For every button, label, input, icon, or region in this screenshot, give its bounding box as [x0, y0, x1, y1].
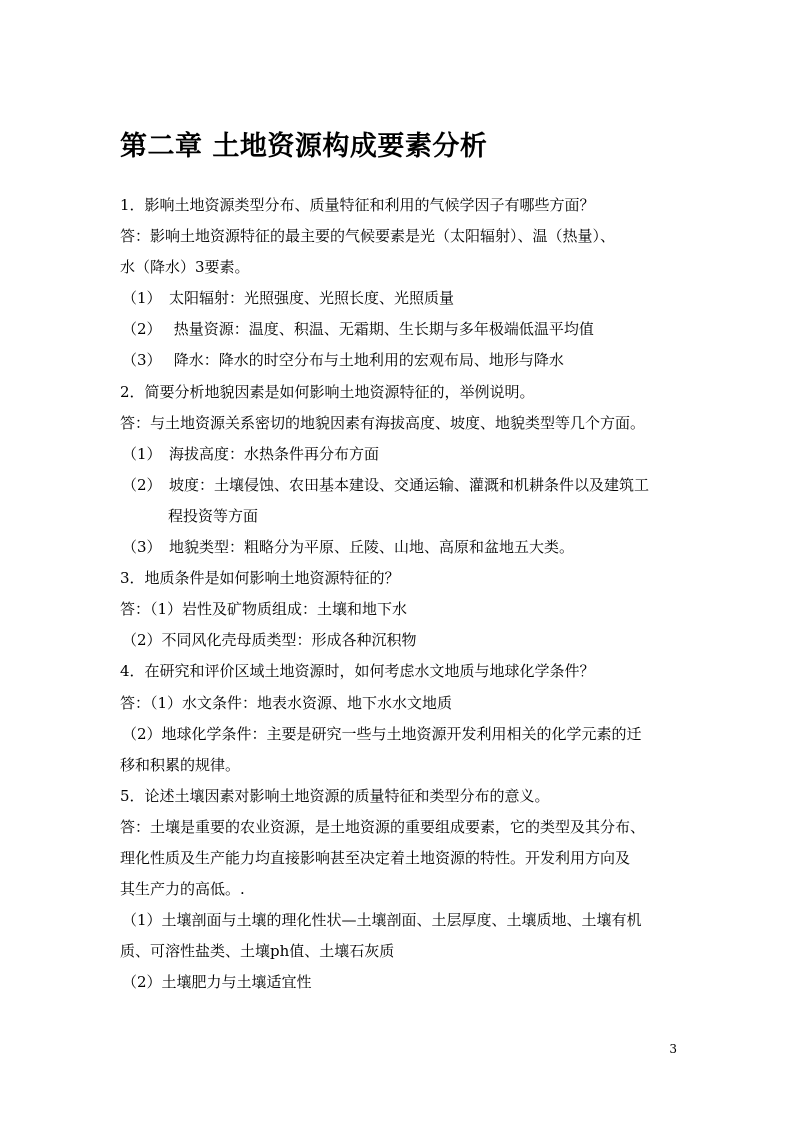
answer-2-item-2: （2） 坡度：土壤侵蚀、农田基本建设、交通运输、灌溉和机耕条件以及建筑工 — [122, 475, 650, 494]
question-5: 5．论述土壤因素对影响土地资源的质量特征和类型分布的意义。 — [120, 786, 550, 805]
question-3: 3．地质条件是如何影响土地资源特征的？ — [120, 569, 400, 588]
document-body — [120, 190, 680, 998]
answer-1-item-1: （1） 太阳辐射：光照强度、光照长度、光照质量 — [122, 289, 455, 308]
answer-5-line-1: 答：土壤是重要的农业资源，是土地资源的重要组成要素，它的类型及其分布、 — [120, 817, 646, 836]
answer-5-item-1: （1）土壤剖面与土壤的理化性状—土壤剖面、土层厚度、土壤质地、土壤有机 — [122, 911, 642, 930]
page-number: 3 — [669, 1042, 677, 1056]
answer-4-line-1: 答：（1）水文条件：地表水资源、地下水水文地质 — [120, 693, 453, 712]
answer-3-line-1: 答：（1）岩性及矿物质组成：土壤和地下水 — [120, 600, 408, 619]
question-1: 1．影响土地资源类型分布、质量特征和利用的气候学因子有哪些方面？ — [120, 196, 595, 214]
answer-1-item-3: （3） 降水：降水的时空分布与土地利用的宏观布局、地形与降水 — [122, 351, 564, 370]
answer-5-item-1-continued: 质、可溶性盐类、土壤ph值、土壤石灰质 — [120, 942, 395, 961]
answer-4-line-2: （2）地球化学条件：主要是研究一些与土地资源开发利用相关的化学元素的迁 — [122, 724, 642, 743]
answer-4-line-3: 移和积累的规律。 — [120, 755, 241, 774]
chapter-title: 第二章 土地资源构成要素分析 — [120, 131, 488, 162]
answer-1-line-2: 水（降水）3要素。 — [120, 258, 250, 277]
answer-3-line-2: （2）不同风化壳母质类型：形成各种沉积物 — [122, 631, 417, 650]
answer-5-line-2: 理化性质及生产能力均直接影响甚至决定着土地资源的特性。开发利用方向及 — [120, 848, 631, 867]
answer-5-line-3: 其生产力的高低。. — [120, 880, 245, 899]
answer-1-item-2: （2） 热量资源：温度、积温、无霜期、生长期与多年极端低温平均值 — [122, 320, 594, 339]
answer-2-item-2-continued: 程投资等方面 — [168, 506, 259, 525]
answer-2-item-1: （1） 海拔高度：水热条件再分布方面 — [122, 444, 380, 463]
answer-5-item-2: （2）土壤肥力与土壤适宜性 — [122, 973, 312, 992]
answer-2-line-1: 答：与土地资源关系密切的地貌因素有海拔高度、坡度、地貌类型等几个方面。 — [120, 413, 646, 432]
question-2: 2．简要分析地貌因素是如何影响土地资源特征的，举例说明。 — [120, 382, 535, 401]
answer-2-item-3: （3） 地貌类型：粗略分为平原、丘陵、山地、高原和盆地五大类。 — [122, 538, 575, 557]
answer-1-line-1: 答：影响土地资源特征的最主要的气候要素是光（太阳辐射）、温（热量）、 — [120, 227, 616, 246]
question-4: 4．在研究和评价区域土地资源时，如何考虑水文地质与地球化学条件？ — [120, 662, 595, 681]
